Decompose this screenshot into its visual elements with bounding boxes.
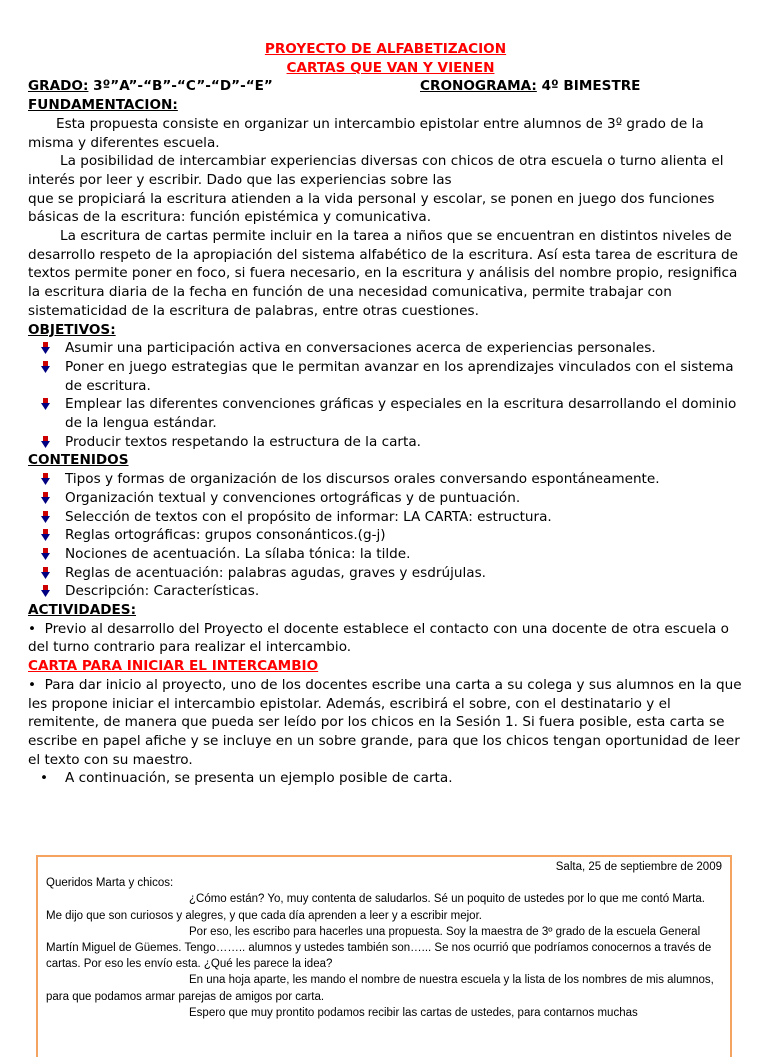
arrow-down-icon	[41, 567, 50, 579]
arrow-down-icon	[41, 511, 50, 523]
list-item-text: Emplear las diferentes convenciones gráficas y especiales en la escritura desarrollando el dominio de la lengua estándar.	[65, 396, 737, 432]
list-item	[28, 489, 743, 508]
objetivos-list	[28, 339, 743, 451]
list-item-text: Reglas de acentuación: palabras agudas, graves y esdrújulas.	[65, 564, 486, 581]
fundamentacion-paragraph: que se propiciará la escritura atienden a la vida personal y escolar, se ponen en juego dos funciones básicas de la escritura: función epistémica y comunicativa.	[28, 190, 715, 226]
grado-block	[28, 77, 273, 96]
fundamentacion-paragraph: La posibilidad de intercambiar experiencias diversas con chicos de otra escuela o turno alienta el interés por leer y escribir. Dado que las experiencias sobre las	[28, 153, 724, 188]
list-item-text: Organización textual y convenciones ortográficas y de puntuación.	[65, 489, 521, 506]
list-item	[28, 582, 743, 601]
list-item-text: Selección de textos con el propósito de informar: LA CARTA: estructura.	[65, 508, 552, 525]
grado-value: 3º”A”-“B”-“C”-“D”-“E”	[93, 78, 273, 95]
grado-cronograma-line	[28, 77, 743, 96]
arrow-down-icon	[41, 361, 50, 373]
grado-label: GRADO:	[28, 78, 89, 95]
letter-paragraph: ¿Cómo están? Yo, muy contenta de saludarlos. Sé un poquito de ustedes por lo que me contó Marta. Me dijo que son curiosos y alegres, y que cada día aprenden a leer y a escribir mejor.	[46, 893, 705, 922]
arrow-down-icon	[41, 342, 50, 354]
actividades-item	[28, 676, 743, 770]
list-item-text: Reglas ortográficas: grupos consonánticos.(g-j)	[65, 527, 386, 544]
example-letter-box	[36, 855, 732, 1057]
letter-paragraph: En una hoja aparte, les mando el nombre de nuestra escuela y la lista de los nombres de mis alumnos, para que podamos armar parejas de amigos por carta.	[46, 974, 714, 1003]
list-item	[28, 545, 743, 564]
arrow-down-icon	[41, 436, 50, 448]
document-page	[28, 40, 743, 788]
letter-date: Salta, 25 de septiembre de 2009	[555, 861, 722, 873]
contenidos-list	[28, 470, 743, 601]
arrow-down-icon	[41, 585, 50, 597]
contenidos-heading: CONTENIDOS	[28, 452, 129, 469]
list-item	[28, 470, 743, 489]
arrow-down-icon	[41, 548, 50, 560]
list-item-text: Producir textos respetando la estructura de la carta.	[65, 433, 421, 450]
list-item-text: Tipos y formas de organización de los discursos orales conversando espontáneamente.	[65, 471, 660, 488]
list-item	[28, 433, 743, 452]
arrow-down-icon	[41, 473, 50, 485]
document-subtitle: CARTAS QUE VAN Y VIENEN	[286, 59, 495, 76]
list-item-text: Nociones de acentuación. La sílaba tónica: la tilde.	[65, 545, 411, 562]
list-item	[28, 564, 743, 583]
objetivos-heading: OBJETIVOS:	[28, 321, 116, 338]
actividades-item-text: Previo al desarrollo del Proyecto el docente establece el contacto con una docente de otra escuela o del turno contrario para realizar el intercambio.	[28, 620, 729, 656]
arrow-down-icon	[41, 398, 50, 410]
letter-paragraph: Por eso, les escribo para hacerles una propuesta. Soy la maestra de 3º grado de la escuela General Martín Miguel de Güemes. Tengo…….. alumnos y ustedes también son…... Se nos ocurrió que podríamos conocernos a través de cartas. Por eso les envío esta. ¿Qué les parece la idea?	[46, 925, 712, 971]
fundamentacion-heading: FUNDAMENTACION:	[28, 97, 178, 114]
actividades-heading: ACTIVIDADES:	[28, 602, 137, 619]
list-item	[28, 395, 743, 432]
bullet-dot-icon: •	[28, 676, 45, 693]
list-item	[28, 339, 743, 358]
arrow-down-icon	[41, 492, 50, 504]
list-item	[28, 508, 743, 527]
carta-subheading: CARTA PARA INICIAR EL INTERCAMBIO	[28, 658, 319, 675]
actividades-item-text: Para dar inicio al proyecto, uno de los docentes escribe una carta a su colega y sus alumnos en la que les propone iniciar el intercambio epistolar. Además, escribirá el sobre, con el destinatario y el remitente, de manera que pueda ser leído por los chicos en la Sesión 1. Si fuera posible, esta carta se escribe en papel afiche y se incluye en un sobre grande, para que los chicos tengan oportunidad de leer el texto con su maestro.	[28, 676, 742, 768]
list-item	[28, 358, 743, 395]
actividades-item-text: A continuación, se presenta un ejemplo posible de carta.	[65, 770, 453, 787]
list-item-text: Asumir una participación activa en conversaciones acerca de experiencias personales.	[65, 340, 656, 357]
list-item-text: Descripción: Características.	[65, 583, 260, 600]
cronograma-value: 4º BIMESTRE	[541, 78, 641, 95]
document-title: PROYECTO DE ALFABETIZACION	[264, 41, 507, 57]
cronograma-label: CRONOGRAMA:	[420, 78, 537, 95]
fundamentacion-paragraph: Esta propuesta consiste en organizar un intercambio epistolar entre alumnos de 3º grado de la misma y diferentes escuela.	[28, 115, 704, 151]
actividades-item	[28, 620, 743, 657]
letter-paragraph: Espero que muy prontito podamos recibir las cartas de ustedes, para contarnos muchas	[189, 1006, 638, 1019]
bullet-dot-icon: •	[28, 620, 45, 637]
list-item	[28, 526, 743, 545]
cronograma-block	[420, 77, 640, 96]
actividades-item	[28, 769, 743, 788]
bullet-dot-icon: •	[40, 770, 49, 787]
list-item-text: Poner en juego estrategias que le permitan avanzar en los aprendizajes vinculados con el sistema de escritura.	[65, 358, 734, 394]
fundamentacion-paragraph: La escritura de cartas permite incluir en la tarea a niños que se encuentran en distintos niveles de desarrollo respeto de la apropiación del sistema alfabético de la escritura. Así esta tarea de escritura de textos permite poner en foco, si fuera necesario, en la escritura y análisis del nombre propio, resignifica la escritura diaria de la fecha en función de una necesidad comunicativa, permite trabajar con sistematicidad de la escritura de palabras, entre otras cuestiones.	[28, 228, 739, 319]
letter-greeting: Queridos Marta y chicos:	[46, 877, 174, 890]
arrow-down-icon	[41, 529, 50, 541]
